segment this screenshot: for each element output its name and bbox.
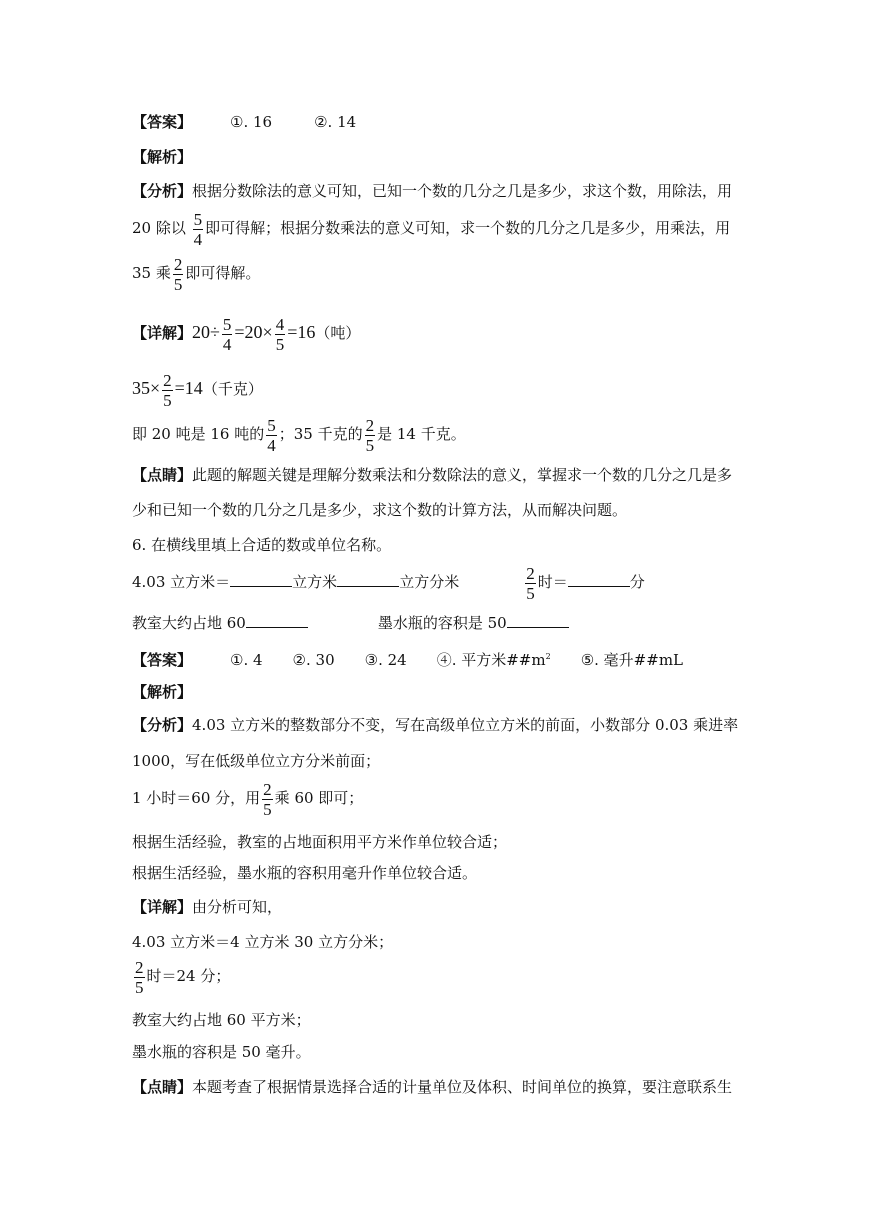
question-text: 时＝ <box>537 573 568 591</box>
dianjing-label: 【点睛】 <box>132 466 193 484</box>
q6-detail-line-5: 墨水瓶的容积是 50 毫升。 <box>132 1043 311 1061</box>
equation-part: 20÷ <box>192 322 220 342</box>
blank-5 <box>507 612 569 628</box>
blank-3 <box>568 571 630 587</box>
unit: （千克） <box>202 380 263 398</box>
answer-4: ④. 平方米##m <box>436 651 546 669</box>
q6-detail-line-4: 教室大约占地 60 平方米； <box>132 1011 311 1029</box>
equation-part: 35× <box>132 378 161 398</box>
denominator: 5 <box>135 977 144 997</box>
q6-row-1 <box>132 562 645 603</box>
q6-dianjing-line-1 <box>132 1077 732 1097</box>
q6-answer-line <box>132 647 683 670</box>
fraction-2-5 <box>162 371 173 410</box>
numerator: 2 <box>173 254 183 274</box>
fenxi-text: 1 小时＝60 分，用 <box>132 789 261 807</box>
fenxi-text: 即可得解；根据分数乘法的意义可知，求一个数的几分之几是多少，用乘法，用 <box>205 219 731 237</box>
q6-fenxi-line-1 <box>132 715 738 735</box>
answer-label: 【答案】 <box>132 651 193 669</box>
fraction-4-5 <box>275 315 286 354</box>
fenxi-text: 乘 60 即可； <box>274 789 364 807</box>
question-text: 墨水瓶的容积是 50 <box>377 614 507 632</box>
q5-detail-line-3 <box>132 414 466 455</box>
dianjing-label: 【点睛】 <box>132 1078 193 1096</box>
answer-2: ②. 14 <box>314 113 357 131</box>
numerator: 5 <box>222 314 232 334</box>
answer-label: 【答案】 <box>132 113 193 131</box>
question-text: 分 <box>629 573 645 591</box>
q6-fenxi-line-3 <box>132 778 363 819</box>
denominator: 5 <box>526 583 535 603</box>
superscript: 2 <box>545 652 551 661</box>
blank-2 <box>337 571 399 587</box>
denominator: 4 <box>222 334 232 354</box>
equation-part: =16 <box>287 322 316 342</box>
dianjing-text: 本题考查了根据情景选择合适的计量单位及体积、时间单位的换算，要注意联系生 <box>192 1078 733 1096</box>
numerator: 2 <box>365 415 375 435</box>
q6-fenxi-line-4: 根据生活经验，教室的占地面积用平方米作单位较合适； <box>132 833 508 851</box>
q6-fenxi-line-5: 根据生活经验，墨水瓶的容积用毫升作单位较合适。 <box>132 864 478 882</box>
q5-dianjing-line-2: 少和已知一个数的几分之几是多少，求这个数的计算方法，从而解决问题。 <box>132 501 628 519</box>
answer-5: ⑤. 毫升##mL <box>580 651 684 669</box>
fenxi-text: 4.03 立方米的整数部分不变，写在高级单位立方米的前面，小数部分 0.03 乘进率 <box>192 716 739 734</box>
fraction-2-5 <box>134 958 145 997</box>
fraction-2-5 <box>173 255 184 294</box>
fenxi-text: 35 乘 <box>132 264 171 282</box>
numerator: 2 <box>263 779 272 799</box>
fraction-2-5 <box>262 780 273 819</box>
q5-fenxi-line-1 <box>132 181 732 201</box>
fraction-2-5 <box>365 416 376 455</box>
denominator: 5 <box>263 799 272 819</box>
equation-part: =20× <box>234 322 273 342</box>
equation-part: =14 <box>174 378 203 398</box>
denominator: 5 <box>173 274 183 294</box>
q6-row-2 <box>132 612 569 633</box>
fraction-5-4 <box>193 210 204 249</box>
question-text: 教室大约占地 60 <box>132 614 246 632</box>
blank-4 <box>246 612 308 628</box>
detail-label: 【详解】 <box>132 898 193 916</box>
detail-label: 【详解】 <box>132 324 193 342</box>
fenxi-label: 【分析】 <box>132 182 193 200</box>
q6-title: 6. 在横线里填上合适的数或单位名称。 <box>132 536 392 554</box>
numerator: 5 <box>267 415 276 435</box>
fenxi-text: 根据分数除法的意义可知，已知一个数的几分之几是多少，求这个数，用除法，用 <box>192 182 733 200</box>
denominator: 5 <box>163 390 172 410</box>
fenxi-text: 即可得解。 <box>185 264 261 282</box>
answer-1: ①. 16 <box>230 113 273 131</box>
q5-detail-line-2 <box>132 366 263 411</box>
analysis-label: 【解析】 <box>132 683 193 701</box>
q5-answer-line <box>132 112 356 132</box>
fraction-5-4 <box>222 315 233 354</box>
q6-detail-line-1 <box>132 897 282 917</box>
fraction-5-4 <box>266 416 277 455</box>
q5-fenxi-line-3 <box>132 253 260 294</box>
q5-dianjing-line-1 <box>132 465 732 485</box>
fraction-2-5 <box>525 564 536 603</box>
question-text: 立方分米 <box>399 573 460 591</box>
q6-fenxi-line-2: 1000，写在低级单位立方分米前面； <box>132 752 381 770</box>
denominator: 4 <box>267 435 276 455</box>
detail-text: 即 20 吨是 16 吨的 <box>132 425 265 443</box>
blank-1 <box>230 571 292 587</box>
q5-detail-line-1 <box>132 310 360 355</box>
fenxi-label: 【分析】 <box>132 716 193 734</box>
answer-1: ①. 4 <box>230 651 263 669</box>
q6-detail-line-2: 4.03 立方米＝4 立方米 30 立方分米； <box>132 933 394 951</box>
q5-fenxi-line-2 <box>132 208 730 249</box>
denominator: 5 <box>365 435 375 455</box>
unit: （吨） <box>315 324 361 342</box>
detail-text: 由分析可知， <box>192 898 283 916</box>
question-text: 4.03 立方米＝ <box>132 573 231 591</box>
fenxi-text: 20 除以 <box>132 219 186 237</box>
answer-3: ③. 24 <box>364 651 407 669</box>
numerator: 5 <box>193 209 203 229</box>
denominator: 4 <box>193 229 203 249</box>
numerator: 2 <box>163 370 172 390</box>
detail-text: 是 14 千克。 <box>377 425 466 443</box>
question-text: 立方米 <box>292 573 338 591</box>
q6-detail-line-3 <box>132 956 230 997</box>
numerator: 2 <box>526 563 535 583</box>
dianjing-text: 此题的解题关键是理解分数乘法和分数除法的意义，掌握求一个数的几分之几是多 <box>192 466 733 484</box>
answer-2: ②. 30 <box>292 651 335 669</box>
detail-text: 时＝24 分； <box>146 967 231 985</box>
detail-text: ；35 千克的 <box>278 425 363 443</box>
analysis-label: 【解析】 <box>132 148 193 166</box>
denominator: 5 <box>275 334 285 354</box>
numerator: 4 <box>275 314 285 334</box>
numerator: 2 <box>135 957 144 977</box>
